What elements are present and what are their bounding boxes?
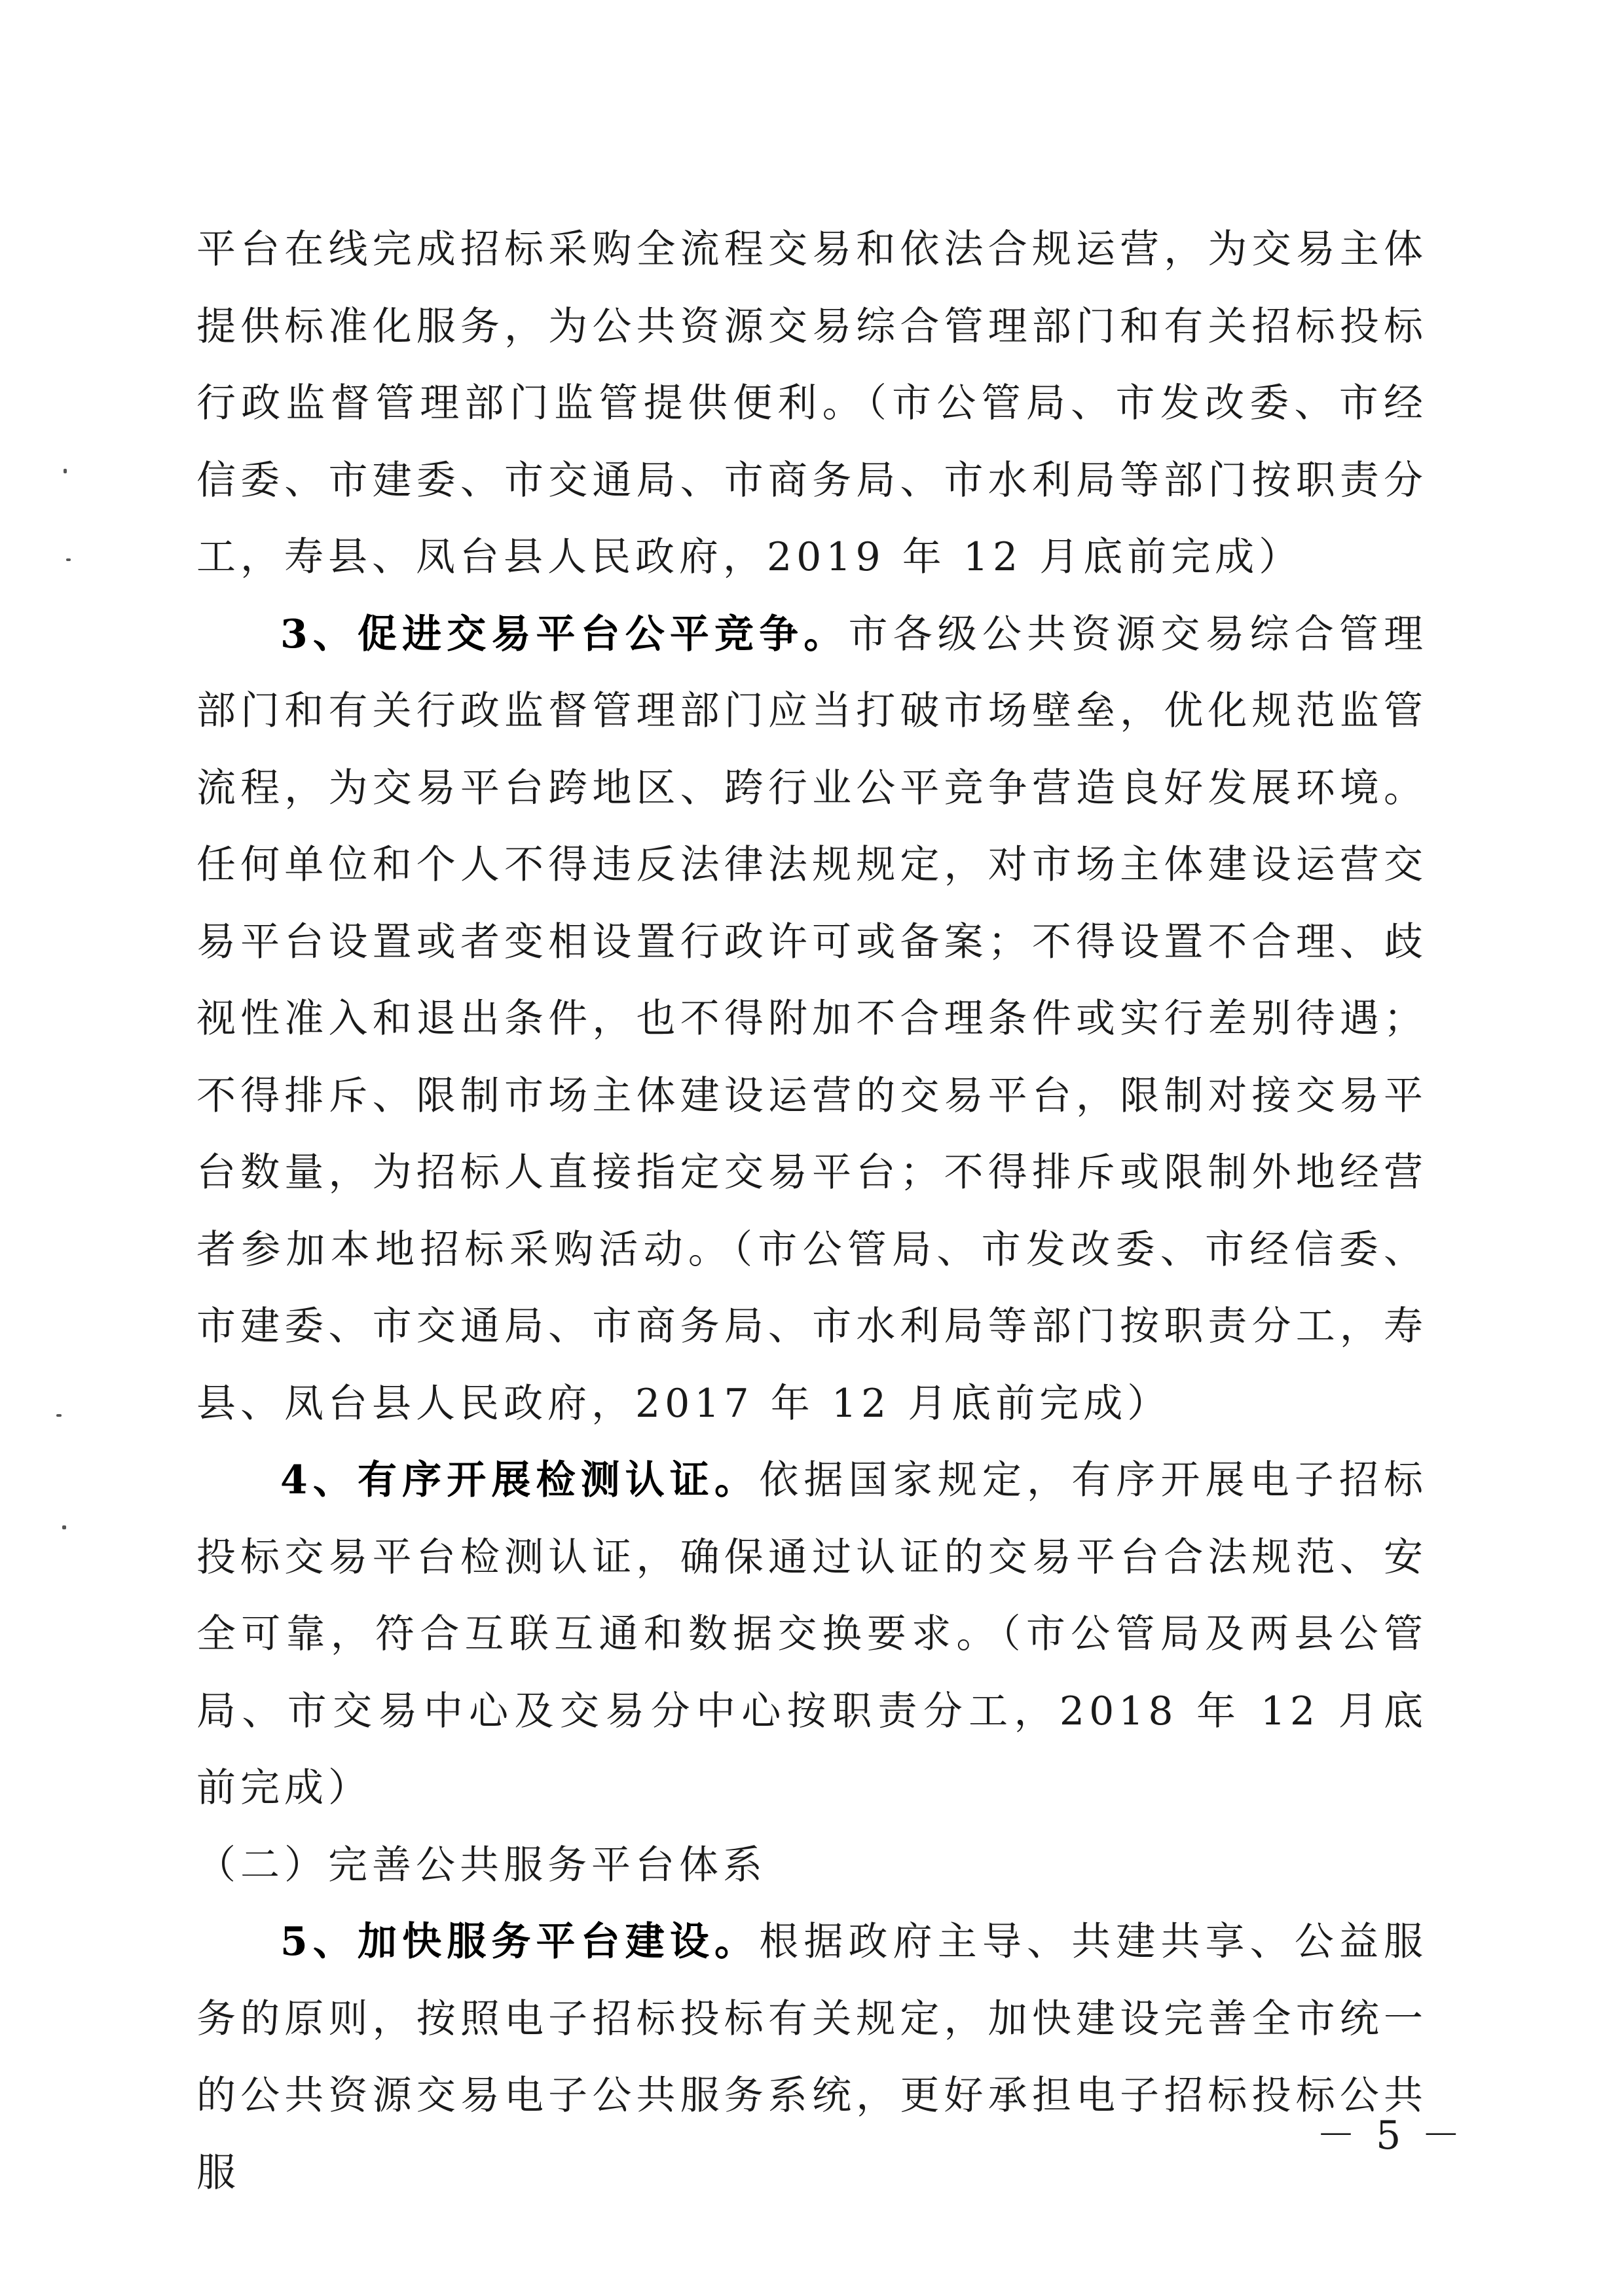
paragraph-item-3	[196, 596, 1428, 1443]
paragraph-text: 根据政府主导、共建共享、公益服务的原则，按照电子招标投标有关规定，加快建设完善全市统一的公共资源交易电子公共服务系统，更好承担电子招标投标公共服	[196, 1919, 1428, 2196]
item-heading: 5、加快服务平台建设。	[280, 1919, 760, 1965]
body-text	[196, 211, 1428, 2212]
paragraph-text: 市各级公共资源交易综合管理部门和有关行政监督管理部门应当打破市场壁垒，优化规范监管流程，为交易平台跨地区、跨行业公平竞争营造良好发展环境。任何单位和个人不得违反法律法规规定，对市场主体建设运营交易平台设置或者变相设置行政许可或备案；不得设置不合理、歧视性准入和退出条件，也不得附加不合理条件或实行差别待遇；不得排斥、限制市场主体建设运营的交易平台，限制对接交易平台数量，为招标人直接指定交易平台；不得排斥或限制外地经营者参加本地招标采购活动。（市公管局、市发改委、市经信委、市建委、市交通局、市商务局、市水利局等部门按职责分工，寿县、凤台县人民政府，2017 年 12 月底前完成）	[196, 611, 1428, 1427]
paragraph-text: 平台在线完成招标采购全流程交易和依法合规运营，为交易主体提供标准化服务，为公共资源交易综合管理部门和有关招标投标行政监督管理部门监管提供便利。（市公管局、市发改委、市经信委、市建委、市交通局、市商务局、市水利局等部门按职责分工，寿县、凤台县人民政府，2019 年 12 月底前完成）	[196, 227, 1428, 580]
item-heading: 4、有序开展检测认证。	[280, 1457, 760, 1503]
item-heading: 3、促进交易平台公平竞争。	[280, 611, 849, 657]
paragraph-item-4	[196, 1442, 1428, 1827]
scan-speck	[62, 1525, 66, 1529]
subsection-title: （二）完善公共服务平台体系	[196, 1842, 767, 1888]
scan-speck	[56, 1414, 62, 1417]
paragraph-text: 依据国家规定，有序开展电子招标投标交易平台检测认证，确保通过认证的交易平台合法规范、安全可靠，符合互联互通和数据交换要求。（市公管局及两县公管局、市交易中心及交易分中心按职责分工，2018 年 12 月底前完成）	[196, 1457, 1428, 1811]
paragraph-item-5	[196, 1904, 1428, 2212]
page-number: － 5 －	[1316, 2113, 1465, 2159]
scan-speck	[66, 558, 71, 561]
paragraph-continued	[196, 211, 1428, 596]
scan-speck	[64, 469, 67, 473]
